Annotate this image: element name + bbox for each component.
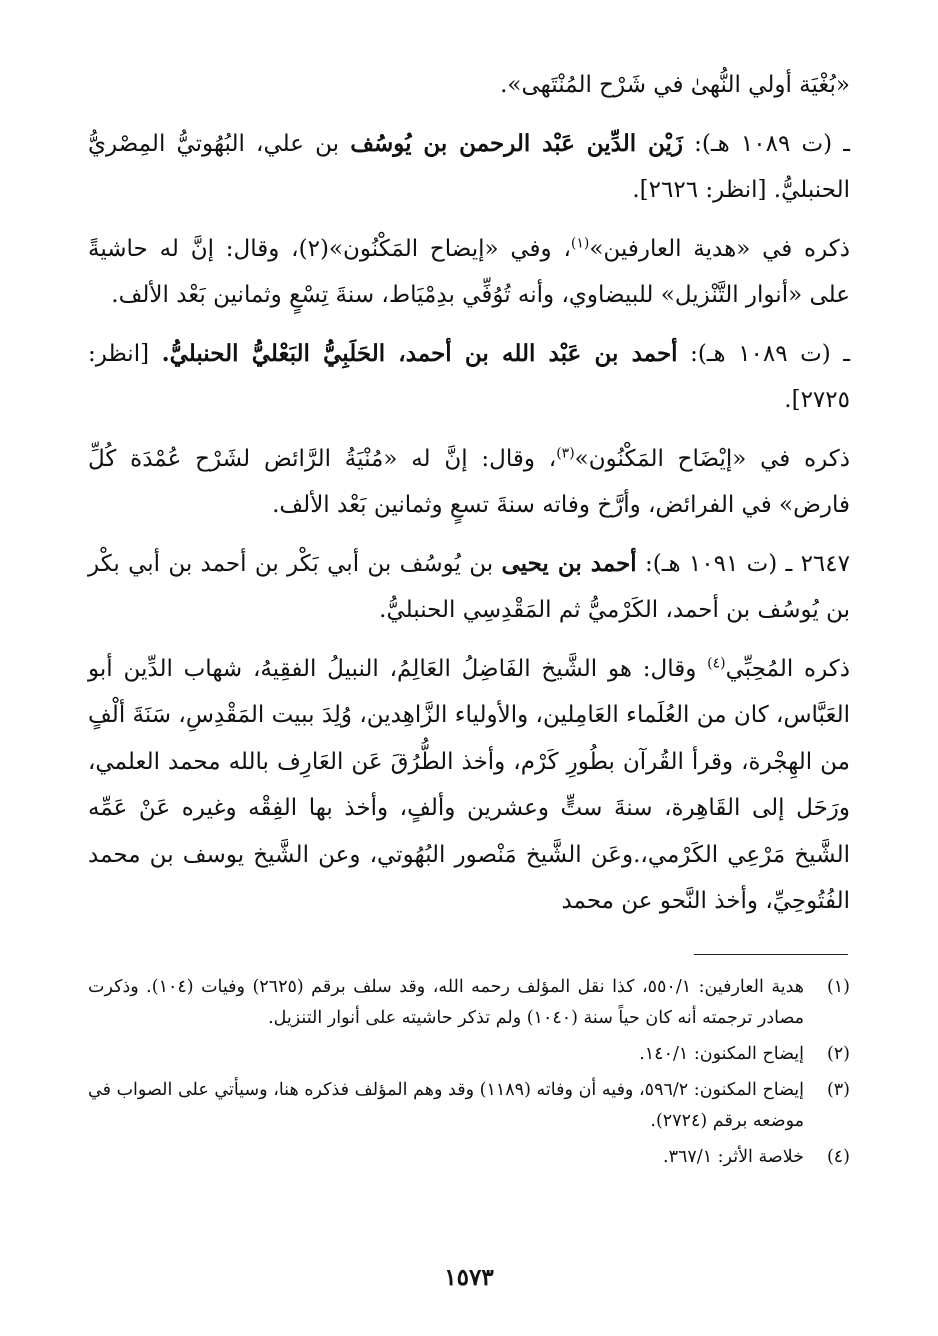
footnote-reference[interactable]: (٣) <box>556 444 575 461</box>
page-number: ١٥٧٣ <box>444 1264 494 1291</box>
footnote <box>88 1142 850 1173</box>
entry-heading: ٢٦٤٧ ـ (ت ١٠٩١ هـ): أحمد بن يحيى بن يُوسُف بن أبي بَكْر بن أحمد بن أبي بكْر بن يُوسُف بن أحمد، الكَرْميُّ ثم المَقْدِسِي الحنبليُّ. <box>88 549 850 623</box>
footnote-number: (٢) <box>826 1044 850 1064</box>
footnote-text: خلاصة الأثر: ٣٦٧/١. <box>663 1147 804 1167</box>
footnote-divider <box>694 954 848 955</box>
footnote <box>88 1039 850 1070</box>
person-name: زَيْن الدِّين عَبْد الرحمن بن يُوسُف <box>350 129 683 157</box>
footnote-text: إيضاح المكنون: ٥٩٦/٢، وفيه أن وفاته (١١٨٩) وقد وهم المؤلف فذكره هنا، وسيأتي على الصواب في موضعه برقم (٢٧٢٤). <box>88 1080 805 1131</box>
paragraph: ذكره في «هدية العارفين»$^{(١)}$، وفي «إيضاح المَكْنُون»(٢)، وقال: إنَّ له حاشيةً على «أنوار التَّنْزيل» للبيضاوي، وأنه تُوُفِّي بدِمْيَاط، سنةَ تِسْعٍ وثمانين بَعْد الألف. <box>88 234 850 308</box>
person-name: أحمد بن عَبْد الله بن أحمد، الحَلَبِيُّ البَعْليُّ الحنبليُّ. <box>161 339 678 367</box>
footnotes <box>88 972 850 1178</box>
footnote-number: (٤) <box>826 1147 850 1167</box>
footnote-reference[interactable]: (١) <box>570 234 590 251</box>
entry-heading: ـ (ت ١٠٨٩ هـ): أحمد بن عَبْد الله بن أحمد، الحَلَبِيُّ البَعْليُّ الحنبليُّ. [انظر: ٢٧٢٥]. <box>88 339 850 413</box>
footnote <box>88 972 850 1034</box>
footnote-reference[interactable]: (٤) <box>707 654 726 671</box>
footnote-text: إيضاح المكنون: ١٤٠/١. <box>639 1044 804 1064</box>
footnote-text: هدية العارفين: ٥٥٠/١، كذا نقل المؤلف رحمه الله، وقد سلف برقم (٢٦٢٥) وفيات (١٠٤). وذكرت مصادر ترجمته أنه كان حياً سنة (١٠٤٠) ولم تذكر حاشيته على أنوار التنزيل. <box>88 977 805 1028</box>
footnote-number: (١) <box>826 977 850 997</box>
entry-heading: ـ (ت ١٠٨٩ هـ): زَيْن الدِّين عَبْد الرحمن بن يُوسُف بن علي، البُهُوتيُّ المِصْريُّ الحنبليُّ. [انظر: ٢٦٢٦]. <box>88 129 850 203</box>
main-text <box>88 62 850 937</box>
paragraph: «بُغْيَة أولي النُّهىٰ في شَرْح المُنْتَهى». <box>500 72 850 98</box>
footnote <box>88 1075 850 1137</box>
paragraph: ذكره المُحِبِّي$^{(٤)}$ وقال: هو الشَّيخ الفَاضِلُ العَالِمُ، النبيلُ الفقِيهُ، شهاب الدِّين أبو العَبَّاس، كان من العُلَماء العَامِلين، والأولياء الزَّاهِدين، وُلِدَ ببيت المَقْدِسِ، سَنَةَ ألْفٍ من الهِجْرة، وقرأ القُرآن بطُورِ كَرْم، وأخذ الطُّرُقَ عَن العَارِف بالله محمد العلمي، ورَحَل إلى القَاهِرة، سنةَ ستٍّ وعشرين وألفٍ، وأخذ بها الفِقْه وغيره عَنْ عَمِّه الشَّيخ مَرْعِي الكَرْمي،.وعَن الشَّيخ مَنْصور البُهُوتي، وعن الشَّيخ يوسف بن محمد الفُتُوحِيِّ، وأخذ النَّحو عن محمد <box>88 654 850 914</box>
person-name: أحمد بن يحيى <box>501 549 637 577</box>
paragraph: ذكره في «إيْضَاح المَكْنُون»$^{(٣)}$، وقال: إنَّ له «مُنْيَةُ الرَّائض لشَرْح عُمْدَة كُلِّ فارض» في الفرائض، وأرَّخ وفاته سنةَ تسعٍ وثمانين بَعْد الألف. <box>88 444 850 518</box>
footnote-number: (٣) <box>826 1080 850 1100</box>
